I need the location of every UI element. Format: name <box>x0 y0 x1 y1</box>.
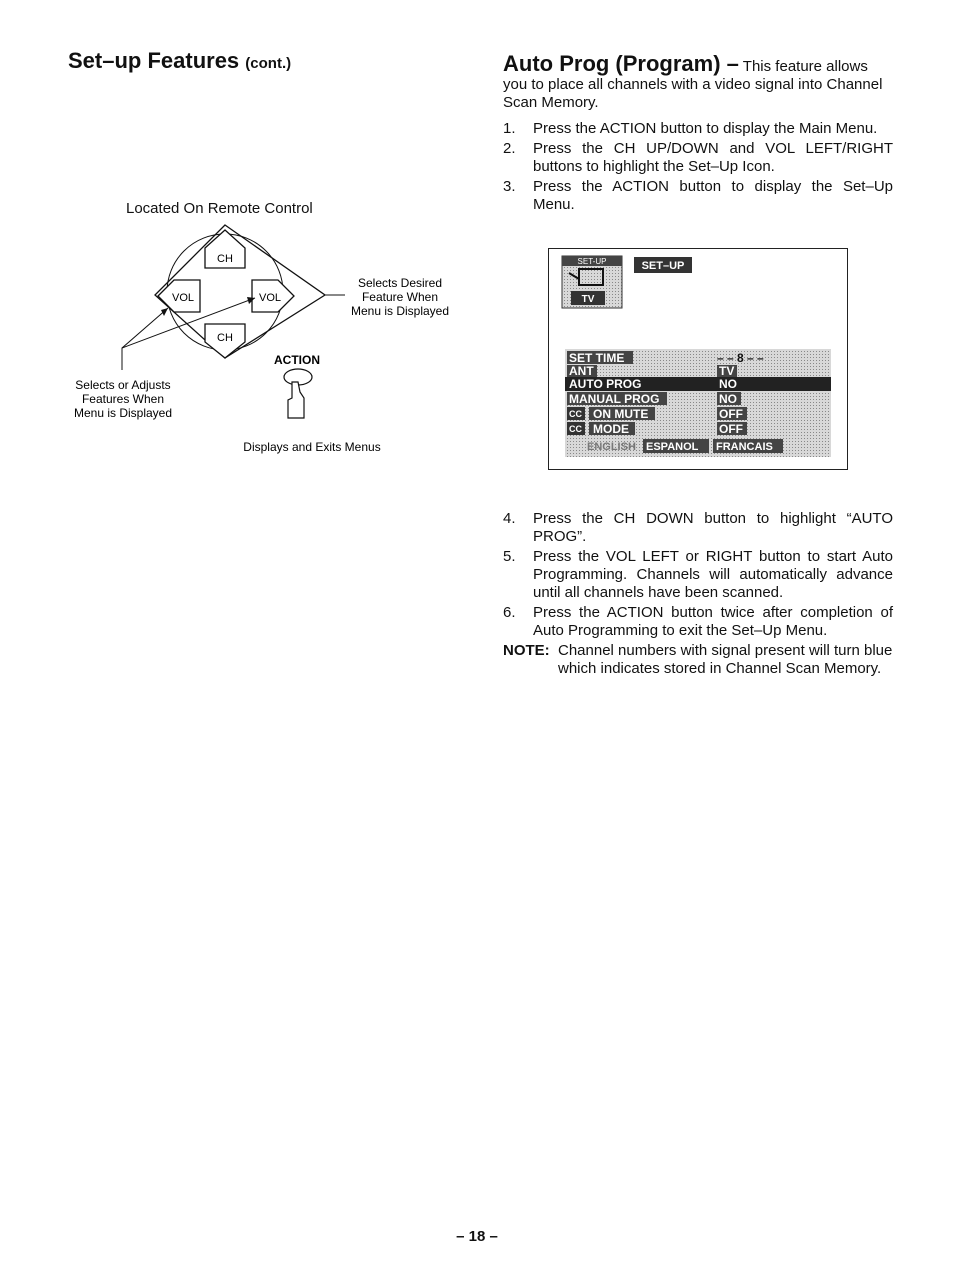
cc-icon: CC <box>569 424 582 434</box>
menu-row-label: ON MUTE <box>593 407 649 421</box>
step-text: Press the CH UP/DOWN and VOL LEFT/RIGHT buttons to highlight the Set–Up Icon. <box>533 140 893 175</box>
step-text: Press the ACTION button twice after completion of Auto Programming to exit the Set–Up Menu. <box>533 604 893 639</box>
vol-left-label: VOL <box>171 292 195 304</box>
language-option: ESPANOL <box>646 441 699 453</box>
step-number: 1. <box>503 120 516 137</box>
heading-text: Set–up Features <box>68 48 240 73</box>
steps-list-2 <box>503 510 893 640</box>
auto-prog-lead: This feature allows you to place all channels with a video signal into Channel Scan Memory. <box>503 58 883 111</box>
step-item <box>503 140 893 176</box>
cc-icon: CC <box>569 409 582 419</box>
auto-prog-intro <box>503 51 893 112</box>
language-option: FRANCAIS <box>716 441 773 453</box>
ch-down-label: CH <box>217 332 233 344</box>
step-text: Press the ACTION button to display the Set–Up Menu. <box>533 178 893 213</box>
step-number: 2. <box>503 140 516 157</box>
tv-menu-graphic <box>549 249 847 469</box>
auto-prog-title: Auto Prog (Program) – <box>503 51 739 76</box>
vol-right-label: VOL <box>258 292 282 304</box>
auto-prog-section <box>503 51 893 216</box>
tv-icon-label: TV <box>581 294 595 305</box>
note <box>503 642 893 678</box>
setup-icon-label: SET-UP <box>577 257 607 266</box>
label-right-line-2: Feature When <box>361 290 439 304</box>
menu-row-label: SET TIME <box>569 351 625 365</box>
ch-up-label: CH <box>217 253 233 265</box>
note-label: NOTE: <box>503 642 550 659</box>
menu-row-value: NO <box>719 392 737 406</box>
label-left-line-3: Menu is Displayed <box>73 406 173 420</box>
page-number: – 18 – <box>456 1228 498 1245</box>
step-text: Press the VOL LEFT or RIGHT button to start Auto Programming. Channels will automatically advance until all channels have been scanned. <box>533 548 893 601</box>
menu-row-label: ANT <box>569 364 594 378</box>
steps-list-1 <box>503 120 893 214</box>
menu-row-label: MANUAL PROG <box>569 392 660 406</box>
remote-control-diagram <box>60 220 480 470</box>
hand-press-icon <box>284 369 312 418</box>
step-item <box>503 604 893 640</box>
tv-menu-screen <box>548 248 848 470</box>
language-option: ENGLISH <box>587 441 636 453</box>
steps-list-2-wrap <box>503 510 893 678</box>
menu-row-value: OFF <box>719 407 743 421</box>
step-item <box>503 178 893 214</box>
menu-row-value: TV <box>719 364 735 378</box>
step-number: 5. <box>503 548 516 565</box>
label-right-line-3: Menu is Displayed <box>350 304 450 318</box>
label-bottom: Displays and Exits Menus <box>243 440 381 454</box>
step-text: Press the CH DOWN button to highlight “AUTO PROG”. <box>533 510 893 545</box>
note-text: Channel numbers with signal present will turn blue which indicates stored in Channel Scan Memory. <box>558 642 893 677</box>
arrow-head-icon <box>161 308 168 316</box>
label-left-line-1: Selects or Adjusts <box>75 378 171 392</box>
step-item <box>503 120 893 138</box>
remote-caption: Located On Remote Control <box>126 200 313 217</box>
step-item <box>503 548 893 602</box>
step-number: 4. <box>503 510 516 527</box>
step-number: 6. <box>503 604 516 621</box>
step-item <box>503 510 893 546</box>
label-right-line-1: Selects Desired <box>357 276 443 290</box>
setup-header-label: SET–UP <box>641 260 685 272</box>
menu-row-label-selected: AUTO PROG <box>569 377 642 391</box>
menu-row-value-selected: NO <box>719 377 737 391</box>
menu-row-label: MODE <box>593 422 629 436</box>
heading-suffix: (cont.) <box>245 55 292 72</box>
step-text: Press the ACTION button to display the Main Menu. <box>533 120 878 137</box>
menu-row-value: OFF <box>719 422 743 436</box>
action-label: ACTION <box>274 353 320 367</box>
label-left-line-2: Features When <box>81 392 165 406</box>
menu-row-value: – – 8 – – <box>717 351 764 365</box>
step-number: 3. <box>503 178 516 195</box>
section-heading <box>68 48 291 74</box>
